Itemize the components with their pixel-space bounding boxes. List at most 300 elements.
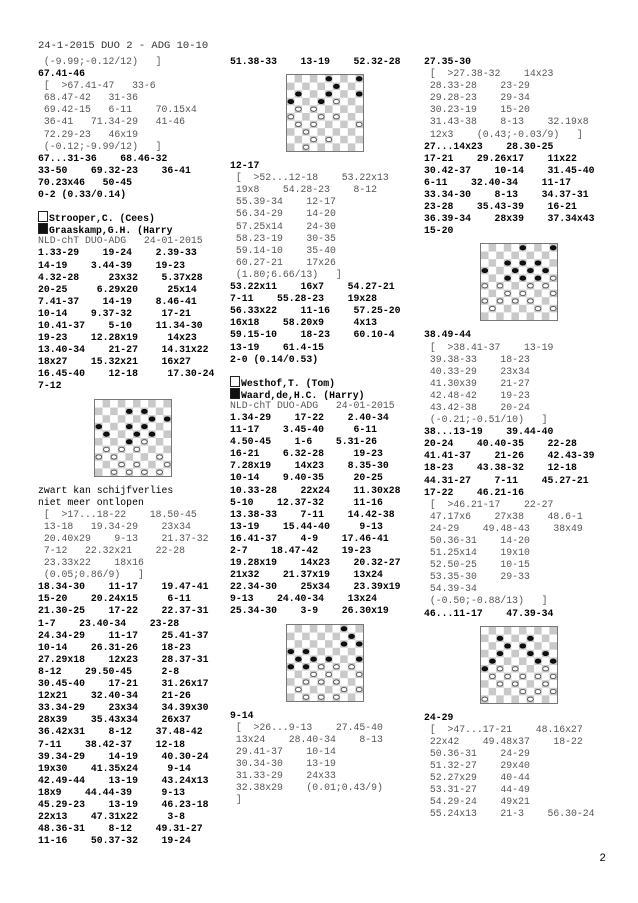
game-move-line: 36.42x31 8-12 37.48-42 — [38, 726, 203, 738]
board-square-dark — [295, 670, 303, 678]
white-piece — [111, 454, 117, 458]
black-piece — [528, 636, 534, 640]
game-move-line: 1.33-29 19-24 2.39-33 — [38, 247, 197, 259]
board-square-light — [496, 627, 504, 635]
board-square-dark — [348, 113, 356, 121]
white-piece — [341, 687, 347, 691]
board-square-dark — [481, 680, 489, 688]
analysis-line: 51.32-27 29x40 — [424, 760, 530, 772]
board-square-light — [287, 670, 295, 678]
board-square-light — [302, 121, 310, 129]
board-square-light — [489, 634, 497, 642]
board-square-light — [481, 290, 489, 298]
board-square-light — [133, 438, 141, 446]
board-square-dark — [110, 407, 118, 415]
board-square-light — [511, 260, 519, 268]
board-square-light — [317, 640, 325, 648]
game-move-line: 11-16 50.37-32 19-24 — [38, 835, 191, 847]
game-move-line: 5-10 12.37-32 11-16 — [230, 496, 383, 508]
board-square-light — [496, 642, 504, 650]
analysis-line: [ >38.41-37 13-19 — [424, 341, 554, 353]
game-move-line: 13-19 15.44-40 9-13 — [230, 520, 383, 532]
black-piece — [356, 641, 362, 645]
board-square-light — [333, 670, 341, 678]
board-square-light — [534, 680, 542, 688]
board-square-dark — [496, 252, 504, 260]
analysis-line: ] — [230, 794, 242, 806]
board-square-light — [496, 260, 504, 268]
board-square-light — [302, 136, 310, 144]
game-move-line: 19-23 12.28x19 14x23 — [38, 332, 197, 344]
board-square-dark — [95, 468, 103, 476]
board-square-light — [355, 143, 363, 151]
game-move-line: 27.35-30 — [424, 56, 472, 67]
board-square-light — [333, 685, 341, 693]
board-square-dark — [348, 678, 356, 686]
analysis-line: [ >26...9-13 27.45-40 — [230, 721, 383, 733]
board-square-light — [496, 687, 504, 695]
black-piece — [334, 84, 340, 88]
game-move-line: 67.41-46 — [38, 68, 86, 80]
board-square-light — [519, 695, 527, 703]
black-piece — [288, 664, 294, 668]
board-square-light — [348, 655, 356, 663]
board-square-light — [481, 627, 489, 635]
black-piece — [505, 276, 511, 280]
analysis-line: (-0.12;-9.99/12) ] — [38, 140, 162, 152]
board-square-light — [317, 136, 325, 144]
black-piece — [520, 246, 526, 250]
board-square-light — [287, 75, 295, 83]
board-square-light — [141, 445, 149, 453]
board-square-dark — [302, 83, 310, 91]
player-name-text: Graaskamp,G.H. (Harry — [49, 225, 173, 237]
black-player-marker-icon — [230, 388, 240, 399]
analysis-line: (-0.50;-0.88/13) ] — [424, 595, 548, 607]
game-move-line: 16-21 6.32-28 19-23 — [230, 448, 383, 460]
board-square-light — [549, 680, 557, 688]
analysis-line: 41.30x39 21-27 — [424, 377, 530, 389]
board-square-light — [133, 407, 141, 415]
board-square-light — [340, 83, 348, 91]
black-piece — [528, 269, 534, 273]
board-square-light — [110, 460, 118, 468]
black-player-marker-icon — [38, 223, 48, 234]
board-square-light — [325, 113, 333, 121]
board-square-light — [141, 400, 149, 408]
board-square-light — [489, 252, 497, 260]
game-move-line: 15-20 20.24x15 6-11 — [38, 593, 191, 605]
board-square-light — [310, 143, 318, 151]
analysis-line: 50.36-31 14-20 — [424, 535, 530, 546]
draughts-board-diagram — [480, 626, 558, 704]
board-square-light — [504, 298, 512, 306]
analysis-line: 50.36-31 24-29 — [424, 747, 530, 759]
board-square-dark — [148, 400, 156, 408]
board-square-light — [481, 305, 489, 313]
game-move-line: 13.38-33 7-11 14.42-38 — [230, 508, 395, 520]
white-piece — [134, 447, 140, 451]
board-square-dark — [549, 260, 557, 268]
board-square-light — [333, 90, 341, 98]
analysis-line: 31.33-29 24x33 — [230, 770, 336, 782]
analysis-line: 30.34-30 13-19 — [230, 757, 336, 769]
board-square-light — [103, 438, 111, 446]
board-square-light — [519, 665, 527, 673]
board-square-dark — [504, 657, 512, 665]
black-piece — [528, 651, 534, 655]
board-square-dark — [133, 415, 141, 423]
game-move-line: 1.34-29 17-22 2.40-34 — [230, 411, 389, 423]
black-piece — [296, 92, 302, 96]
board-square-light — [340, 678, 348, 686]
black-piece — [349, 634, 355, 638]
board-square-dark — [340, 90, 348, 98]
game-move-line: 2-7 18.47-42 19-23 — [230, 545, 372, 556]
board-square-dark — [287, 678, 295, 686]
board-square-light — [504, 665, 512, 673]
white-piece — [104, 447, 110, 451]
black-piece — [288, 100, 294, 104]
white-piece — [311, 107, 317, 111]
board-square-light — [355, 647, 363, 655]
board-square-light — [317, 625, 325, 633]
board-square-light — [542, 642, 550, 650]
board-square-dark — [95, 407, 103, 415]
comment-line: niet meer ontlopen — [38, 496, 144, 508]
analysis-line: 55.24x13 21-3 56.30-24 — [424, 808, 595, 820]
board-square-light — [310, 83, 318, 91]
analysis-line: 36-41 71.34-29 41-46 — [38, 116, 185, 128]
board-square-dark — [504, 244, 512, 252]
board-square-dark — [156, 407, 164, 415]
game-move-line: 12x21 32.40-34 21-26 — [38, 690, 191, 702]
board-square-light — [519, 267, 527, 275]
player-name — [230, 376, 420, 388]
board-square-light — [295, 693, 303, 701]
board-square-dark — [317, 83, 325, 91]
white-piece — [482, 299, 488, 303]
board-square-dark — [148, 445, 156, 453]
board-square-dark — [489, 244, 497, 252]
board-square-dark — [348, 693, 356, 701]
board-square-dark — [340, 136, 348, 144]
board-square-light — [542, 290, 550, 298]
board-square-dark — [103, 460, 111, 468]
board-square-light — [325, 647, 333, 655]
board-square-dark — [295, 625, 303, 633]
white-piece — [490, 674, 496, 678]
white-piece — [543, 284, 549, 288]
black-piece — [303, 649, 309, 653]
analysis-line: 55.39-34 12-17 — [230, 196, 336, 208]
board-square-light — [310, 678, 318, 686]
board-square-light — [496, 290, 504, 298]
board-square-light — [549, 634, 557, 642]
board-square-light — [534, 267, 542, 275]
board-square-light — [163, 468, 171, 476]
white-piece — [490, 307, 496, 311]
board-square-light — [527, 275, 535, 283]
board-square-dark — [125, 453, 133, 461]
white-piece — [318, 664, 324, 668]
white-piece — [543, 682, 549, 686]
board-square-dark — [118, 400, 126, 408]
white-piece — [126, 470, 132, 474]
board-square-dark — [118, 415, 126, 423]
analysis-line: 47.17x6 27x38 48.6-1 — [424, 510, 583, 522]
game-move-line: 11-17 3.45-40 6-11 — [230, 424, 377, 436]
analysis-line: [ >27.38-32 14x23 — [424, 68, 554, 80]
board-square-light — [295, 663, 303, 671]
board-square-light — [317, 655, 325, 663]
white-piece — [334, 115, 340, 119]
board-square-dark — [481, 634, 489, 642]
draughts-board-diagram — [480, 243, 558, 321]
board-square-light — [287, 685, 295, 693]
board-square-light — [302, 655, 310, 663]
board-square-light — [481, 244, 489, 252]
white-piece — [111, 470, 117, 474]
game-move-line: 38.49-44 — [424, 329, 472, 341]
white-piece — [334, 679, 340, 683]
white-piece — [535, 674, 541, 678]
white-piece — [334, 664, 340, 668]
board-square-dark — [511, 282, 519, 290]
game-move-line: 46...11-17 47.39-34 — [424, 607, 554, 619]
board-square-light — [527, 657, 535, 665]
board-square-light — [333, 75, 341, 83]
board-square-dark — [156, 422, 164, 430]
game-move-line: 13-19 61.4-15 — [230, 341, 325, 353]
white-piece — [296, 687, 302, 691]
game-move-line: 13.40-34 21-27 14.31x22 — [38, 344, 209, 356]
board-square-light — [519, 649, 527, 657]
game-move-line: 16.41-37 4-9 17.46-41 — [230, 532, 389, 544]
board-square-light — [317, 105, 325, 113]
game-move-line: 30.45-40 17-21 31.26x17 — [38, 678, 209, 690]
board-square-light — [103, 468, 111, 476]
white-piece — [311, 122, 317, 126]
board-square-light — [549, 313, 557, 321]
game-move-line: 42.49-44 13-19 43.24x13 — [38, 774, 209, 786]
analysis-line: 51.25x14 19x10 — [424, 547, 530, 559]
black-piece — [96, 424, 102, 428]
white-piece — [512, 299, 518, 303]
analysis-line: 52.50-25 10-15 — [424, 559, 530, 571]
board-square-light — [110, 445, 118, 453]
board-square-light — [348, 75, 356, 83]
board-square-light — [534, 665, 542, 673]
board-square-light — [527, 305, 535, 313]
analysis-line: NLD-chT DUO-ADG 24-01-2015 — [230, 399, 395, 411]
black-piece — [303, 664, 309, 668]
black-piece — [535, 261, 541, 265]
white-piece — [528, 697, 534, 701]
white-piece — [164, 462, 170, 466]
board-square-light — [355, 98, 363, 106]
board-square-light — [355, 83, 363, 91]
black-piece — [296, 657, 302, 661]
white-piece — [505, 292, 511, 296]
game-move-line: 33.34-29 23x34 34.39x30 — [38, 702, 209, 714]
board-square-dark — [295, 640, 303, 648]
analysis-line: (-0.21;-0.51/10) ] — [424, 414, 548, 426]
board-square-light — [489, 680, 497, 688]
board-square-dark — [511, 649, 519, 657]
board-square-light — [527, 260, 535, 268]
comment-line: zwart kan schijfverlies — [38, 484, 174, 496]
board-square-light — [489, 649, 497, 657]
analysis-line: 42.48-42 19-23 — [424, 389, 530, 401]
board-square-light — [163, 438, 171, 446]
game-move-line: 45.29-23 13-19 46.23-18 — [38, 798, 209, 810]
white-piece — [318, 695, 324, 699]
game-move-line: 0-2 (0.33/0.14) — [38, 189, 127, 201]
board-square-light — [125, 445, 133, 453]
board-square-dark — [163, 445, 171, 453]
black-piece — [288, 649, 294, 653]
white-piece — [296, 107, 302, 111]
white-piece — [134, 462, 140, 466]
white-piece — [520, 689, 526, 693]
white-piece — [497, 682, 503, 686]
analysis-line: [ >52...12-18 53.22x13 — [230, 172, 389, 184]
board-square-light — [542, 275, 550, 283]
game-move-line: 17-21 29.26x17 11x22 — [424, 152, 577, 164]
board-square-light — [295, 98, 303, 106]
game-move-line: 10.41-37 5-10 11.34-30 — [38, 319, 203, 331]
board-square-light — [125, 400, 133, 408]
board-square-light — [133, 422, 141, 430]
board-square-light — [163, 407, 171, 415]
game-move-line: 18x27 15.32x21 16x27 — [38, 356, 191, 368]
board-square-dark — [287, 693, 295, 701]
white-piece — [142, 470, 148, 474]
board-square-light — [340, 113, 348, 121]
board-square-light — [355, 693, 363, 701]
game-move-line: 7-11 55.28-23 19x28 — [230, 293, 377, 305]
board-square-light — [156, 400, 164, 408]
game-move-line: 21x32 21.37x19 13x24 — [230, 569, 383, 581]
analysis-line: (0.05;0.86/9) ] — [38, 569, 144, 581]
board-square-dark — [287, 128, 295, 136]
board-square-light — [542, 305, 550, 313]
board-square-light — [511, 275, 519, 283]
board-square-light — [496, 305, 504, 313]
analysis-line: 29.41-37 10-14 — [230, 745, 336, 757]
board-square-light — [163, 453, 171, 461]
game-move-line: 22x13 47.31x22 3-8 — [38, 811, 185, 823]
game-move-line: 18.34-30 11-17 19.47-41 — [38, 581, 209, 593]
board-square-dark — [310, 625, 318, 633]
board-square-light — [489, 282, 497, 290]
board-square-dark — [542, 298, 550, 306]
board-square-light — [504, 649, 512, 657]
board-square-light — [504, 282, 512, 290]
white-piece — [528, 299, 534, 303]
board-square-dark — [348, 143, 356, 151]
board-square-dark — [542, 634, 550, 642]
game-move-line: 14-19 3.44-39 19-23 — [38, 259, 185, 271]
board-square-light — [348, 121, 356, 129]
board-square-dark — [355, 105, 363, 113]
board-square-light — [511, 290, 519, 298]
game-move-line: 1-7 23.40-34 23-28 — [38, 617, 180, 629]
board-square-dark — [519, 627, 527, 635]
board-square-dark — [527, 313, 535, 321]
board-square-light — [542, 627, 550, 635]
board-square-dark — [534, 290, 542, 298]
board-square-dark — [348, 98, 356, 106]
game-move-line: 18x9 44.44-39 9-13 — [38, 786, 185, 798]
black-piece — [535, 659, 541, 663]
board-square-dark — [287, 83, 295, 91]
analysis-line: 19x8 54.28-23 8-12 — [230, 184, 377, 196]
board-square-dark — [110, 422, 118, 430]
board-square-dark — [302, 113, 310, 121]
white-piece — [520, 674, 526, 678]
board-square-dark — [295, 136, 303, 144]
board-square-light — [287, 655, 295, 663]
game-move-line: 10-14 9.37-32 17-21 — [38, 307, 191, 319]
game-move-line: 44.31-27 7-11 45.27-21 — [424, 474, 589, 486]
analysis-line: 28.33-28 23-29 — [424, 80, 530, 92]
black-piece — [142, 409, 148, 413]
analysis-line: [ >47...17-21 48.16x27 — [424, 723, 583, 735]
black-piece — [490, 659, 496, 663]
analysis-line: 72.29-23 46x19 — [38, 128, 138, 140]
board-square-light — [302, 105, 310, 113]
board-square-light — [156, 430, 164, 438]
white-piece — [550, 307, 556, 311]
board-square-light — [287, 105, 295, 113]
white-piece — [119, 462, 125, 466]
board-square-light — [489, 665, 497, 673]
board-square-light — [325, 632, 333, 640]
white-piece — [512, 682, 518, 686]
board-square-light — [511, 657, 519, 665]
board-square-light — [534, 695, 542, 703]
board-square-dark — [333, 143, 341, 151]
board-square-light — [333, 640, 341, 648]
player-name-text: Westhof,T. (Tom) — [241, 377, 336, 389]
board-square-dark — [325, 640, 333, 648]
analysis-line: 53.31-27 44-49 — [424, 784, 530, 796]
board-square-light — [325, 143, 333, 151]
board-square-dark — [519, 305, 527, 313]
board-square-light — [95, 445, 103, 453]
board-square-light — [527, 627, 535, 635]
white-piece — [497, 666, 503, 670]
board-square-dark — [355, 136, 363, 144]
board-square-light — [118, 453, 126, 461]
board-square-light — [295, 143, 303, 151]
analysis-line: 53.35-30 29-33 — [424, 571, 530, 583]
board-square-light — [519, 252, 527, 260]
board-square-dark — [310, 90, 318, 98]
game-move-line: 16x18 58.20x9 4x13 — [230, 317, 377, 329]
board-square-light — [295, 128, 303, 136]
board-square-dark — [333, 647, 341, 655]
white-piece — [356, 672, 362, 676]
board-square-light — [317, 685, 325, 693]
board-square-light — [148, 438, 156, 446]
black-piece — [356, 92, 362, 96]
board-square-light — [348, 136, 356, 144]
board-square-light — [511, 672, 519, 680]
analysis-line: 31.43-38 8-13 32.19x8 — [424, 116, 589, 128]
